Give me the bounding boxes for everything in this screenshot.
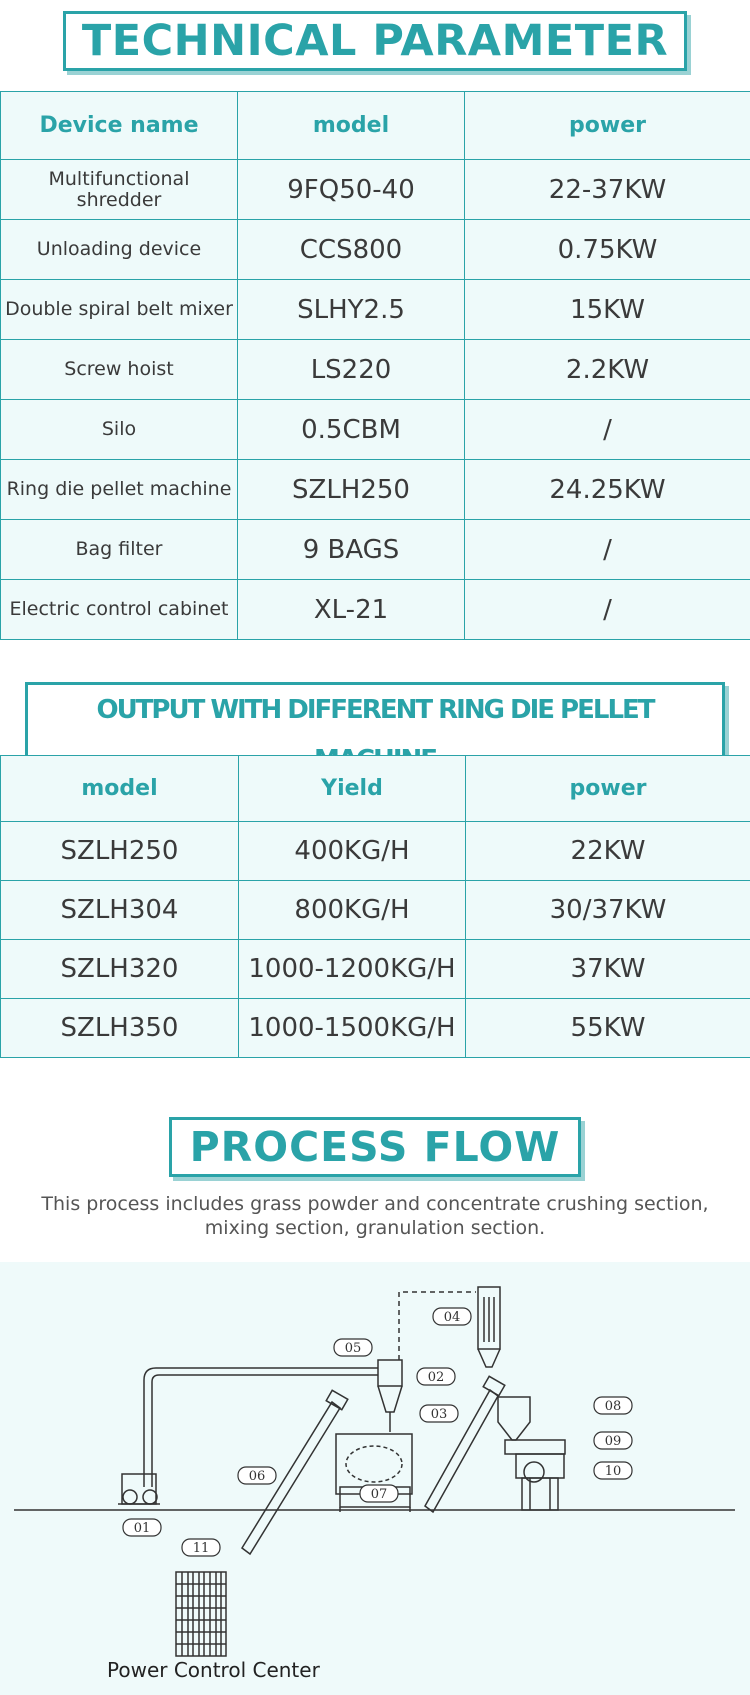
power-cell: 30/37KW bbox=[466, 881, 750, 940]
power-cell: / bbox=[465, 520, 750, 580]
table-row bbox=[1, 160, 750, 220]
device-name-cell: Ring die pellet machine bbox=[1, 460, 238, 520]
power-cell: 24.25KW bbox=[465, 460, 750, 520]
table-row bbox=[1, 822, 750, 881]
power-cell: 55KW bbox=[466, 999, 750, 1058]
model-cell: 9FQ50-40 bbox=[238, 160, 465, 220]
label-03: 03 bbox=[430, 1407, 448, 1422]
table-row bbox=[1, 520, 750, 580]
power-cell: 2.2KW bbox=[465, 340, 750, 400]
model-cell: 9 BAGS bbox=[238, 520, 465, 580]
output-table bbox=[0, 755, 750, 1058]
process-description: This process includes grass powder and concentrate crushing section, mixing section, granulation section. bbox=[41, 1193, 709, 1239]
yield-cell: 1000-1200KG/H bbox=[239, 940, 466, 999]
power-cell: / bbox=[465, 400, 750, 460]
table-row bbox=[1, 999, 750, 1058]
power-cell: 0.75KW bbox=[465, 220, 750, 280]
process-flow-diagram bbox=[0, 1262, 750, 1695]
label-05: 05 bbox=[344, 1341, 362, 1356]
technical-parameter-title: TECHNICAL PARAMETER bbox=[63, 11, 687, 71]
label-10: 10 bbox=[604, 1464, 622, 1479]
header-power: power bbox=[465, 92, 750, 160]
label-04: 04 bbox=[443, 1310, 461, 1325]
feeder-body bbox=[505, 1440, 565, 1454]
model-cell: SZLH320 bbox=[1, 940, 239, 999]
table-row bbox=[1, 460, 750, 520]
power-control-center-label: Power Control Center bbox=[107, 1658, 320, 1682]
model-cell: SZLH304 bbox=[1, 881, 239, 940]
power-cell: 22-37KW bbox=[465, 160, 750, 220]
power-cell: 22KW bbox=[466, 822, 750, 881]
label-06: 06 bbox=[248, 1469, 266, 1484]
pellet-machine-body bbox=[516, 1454, 564, 1478]
power-cell: 15KW bbox=[465, 280, 750, 340]
model-cell: CCS800 bbox=[238, 220, 465, 280]
device-name-cell: Screw hoist bbox=[1, 340, 238, 400]
process-flow-banner bbox=[0, 1117, 750, 1177]
silo-body bbox=[498, 1397, 530, 1440]
device-name-cell: Unloading device bbox=[1, 220, 238, 280]
table-header-row bbox=[1, 756, 750, 822]
device-name-cell: Electric control cabinet bbox=[1, 580, 238, 640]
table-row bbox=[1, 881, 750, 940]
output-title: OUTPUT WITH DIFFERENT RING DIE PELLET bbox=[25, 682, 725, 788]
label-08: 08 bbox=[604, 1399, 622, 1414]
technical-parameter-banner bbox=[0, 11, 750, 71]
yield-cell: 800KG/H bbox=[239, 881, 466, 940]
model-cell: SZLH250 bbox=[238, 460, 465, 520]
label-07: 07 bbox=[370, 1487, 388, 1502]
technical-parameter-table bbox=[0, 91, 750, 640]
header-model: model bbox=[1, 756, 239, 822]
header-device-name: Device name bbox=[1, 92, 238, 160]
process-flow-drawing bbox=[0, 1262, 750, 1695]
shredder-body bbox=[122, 1474, 156, 1504]
header-model: model bbox=[238, 92, 465, 160]
model-cell: SLHY2.5 bbox=[238, 280, 465, 340]
power-cell: / bbox=[465, 580, 750, 640]
power-cell: 37KW bbox=[466, 940, 750, 999]
table-row bbox=[1, 340, 750, 400]
device-name-cell: Multifunctional shredder bbox=[1, 160, 238, 220]
header-power: power bbox=[466, 756, 750, 822]
yield-cell: 400KG/H bbox=[239, 822, 466, 881]
model-cell: XL-21 bbox=[238, 580, 465, 640]
label-09: 09 bbox=[604, 1434, 622, 1449]
table-header-row bbox=[1, 92, 750, 160]
table-row bbox=[1, 400, 750, 460]
cyclone-body bbox=[378, 1360, 402, 1386]
header-yield: Yield bbox=[239, 756, 466, 822]
model-cell: 0.5CBM bbox=[238, 400, 465, 460]
device-name-cell: Double spiral belt mixer bbox=[1, 280, 238, 340]
yield-cell: 1000-1500KG/H bbox=[239, 999, 466, 1058]
model-cell: SZLH250 bbox=[1, 822, 239, 881]
table-row bbox=[1, 940, 750, 999]
label-02: 02 bbox=[427, 1370, 445, 1385]
table-row bbox=[1, 580, 750, 640]
label-01: 01 bbox=[133, 1521, 151, 1536]
model-cell: SZLH350 bbox=[1, 999, 239, 1058]
process-flow-title: PROCESS FLOW bbox=[169, 1117, 582, 1177]
table-row bbox=[1, 220, 750, 280]
table-row bbox=[1, 280, 750, 340]
model-cell: LS220 bbox=[238, 340, 465, 400]
device-name-cell: Silo bbox=[1, 400, 238, 460]
label-11: 11 bbox=[192, 1541, 210, 1556]
device-name-cell: Bag filter bbox=[1, 520, 238, 580]
